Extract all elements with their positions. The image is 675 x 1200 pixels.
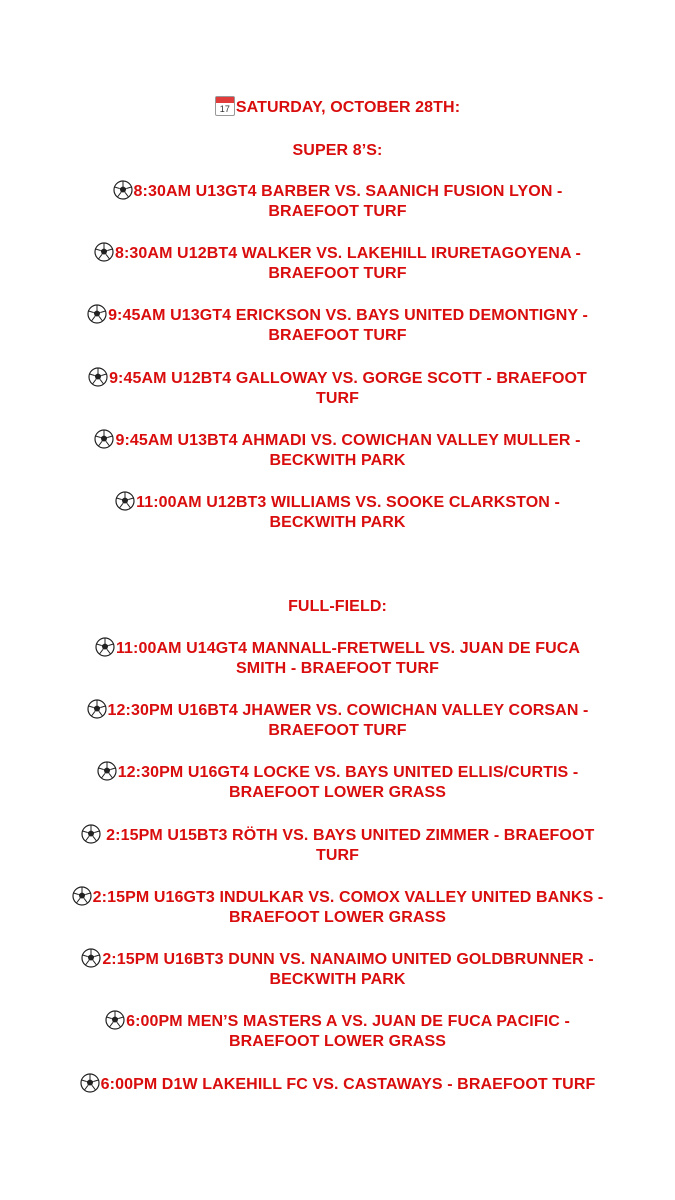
game-line-venue: BRAEFOOT LOWER GRASS — [228, 784, 447, 801]
soccer-ball-icon — [94, 242, 114, 262]
soccer-ball-icon — [97, 761, 117, 781]
game-line-venue: TURF — [315, 390, 360, 407]
game-line: 9:45AM U13BT4 AHMADI VS. COWICHAN VALLEY MULLER - — [20, 429, 655, 452]
date-title: SATURDAY, OCTOBER 28TH: — [235, 99, 461, 116]
game-line-venue: BRAEFOOT TURF — [268, 722, 407, 739]
game-line-venue: BECKWITH PARK — [269, 452, 406, 469]
game-line-venue: BRAEFOOT TURF — [268, 327, 407, 344]
soccer-ball-icon — [87, 699, 107, 719]
game-line: 12:30PM U16GT4 LOCKE VS. BAYS UNITED ELLIS/CURTIS - — [20, 761, 655, 784]
game-line-venue: SMITH - BRAEFOOT TURF — [236, 660, 439, 677]
game-line: 2:15PM U16BT3 DUNN VS. NANAIMO UNITED GOLDBRUNNER - — [20, 948, 655, 971]
soccer-ball-icon — [87, 304, 107, 324]
game-line-venue: BRAEFOOT TURF — [268, 265, 407, 282]
game-line: 9:45AM U12BT4 GALLOWAY VS. GORGE SCOTT - BRAEFOOT — [20, 367, 655, 390]
soccer-ball-icon — [94, 429, 114, 449]
game-line: 6:00PM D1W LAKEHILL FC VS. CASTAWAYS - BRAEFOOT TURF — [20, 1073, 655, 1096]
game-line-venue: TURF — [315, 847, 360, 864]
game-line: 6:00PM MEN’S MASTERS A VS. JUAN DE FUCA PACIFIC - — [20, 1010, 655, 1033]
date-heading — [20, 96, 655, 119]
soccer-ball-icon — [113, 180, 133, 200]
game-line: 2:15PM U16GT3 INDULKAR VS. COMOX VALLEY UNITED BANKS - — [20, 886, 655, 909]
soccer-ball-icon — [81, 824, 101, 844]
game-line-venue: BRAEFOOT LOWER GRASS — [228, 909, 447, 926]
soccer-ball-icon — [115, 491, 135, 511]
soccer-ball-icon — [81, 948, 101, 968]
game-line-venue: BRAEFOOT TURF — [268, 203, 407, 220]
game-line: 9:45AM U13GT4 ERICKSON VS. BAYS UNITED DEMONTIGNY - — [20, 304, 655, 327]
game-line: 2:15PM U15BT3 RÖTH VS. BAYS UNITED ZIMMER - BRAEFOOT — [20, 824, 655, 847]
soccer-ball-icon — [95, 637, 115, 657]
game-line: 11:00AM U14GT4 MANNALL-FRETWELL VS. JUAN DE FUCA — [20, 637, 655, 660]
game-line-venue: BECKWITH PARK — [269, 514, 406, 531]
game-line: 11:00AM U12BT3 WILLIAMS VS. SOOKE CLARKSTON - — [20, 491, 655, 514]
soccer-ball-icon — [80, 1073, 100, 1093]
soccer-ball-icon — [72, 886, 92, 906]
section-title-full-field: FULL-FIELD: — [288, 598, 387, 615]
section-title-super-8s: SUPER 8’S: — [292, 142, 383, 159]
calendar-icon: 17 — [215, 96, 235, 116]
game-line: 8:30AM U13GT4 BARBER VS. SAANICH FUSION LYON - — [20, 180, 655, 203]
game-line: 12:30PM U16BT4 JHAWER VS. COWICHAN VALLEY CORSAN - — [20, 699, 655, 722]
soccer-ball-icon — [88, 367, 108, 387]
soccer-ball-icon — [105, 1010, 125, 1030]
game-line-venue: BRAEFOOT LOWER GRASS — [228, 1033, 447, 1050]
game-line-venue: BECKWITH PARK — [269, 971, 406, 988]
game-line: 8:30AM U12BT4 WALKER VS. LAKEHILL IRURETAGOYENA - — [20, 242, 655, 265]
